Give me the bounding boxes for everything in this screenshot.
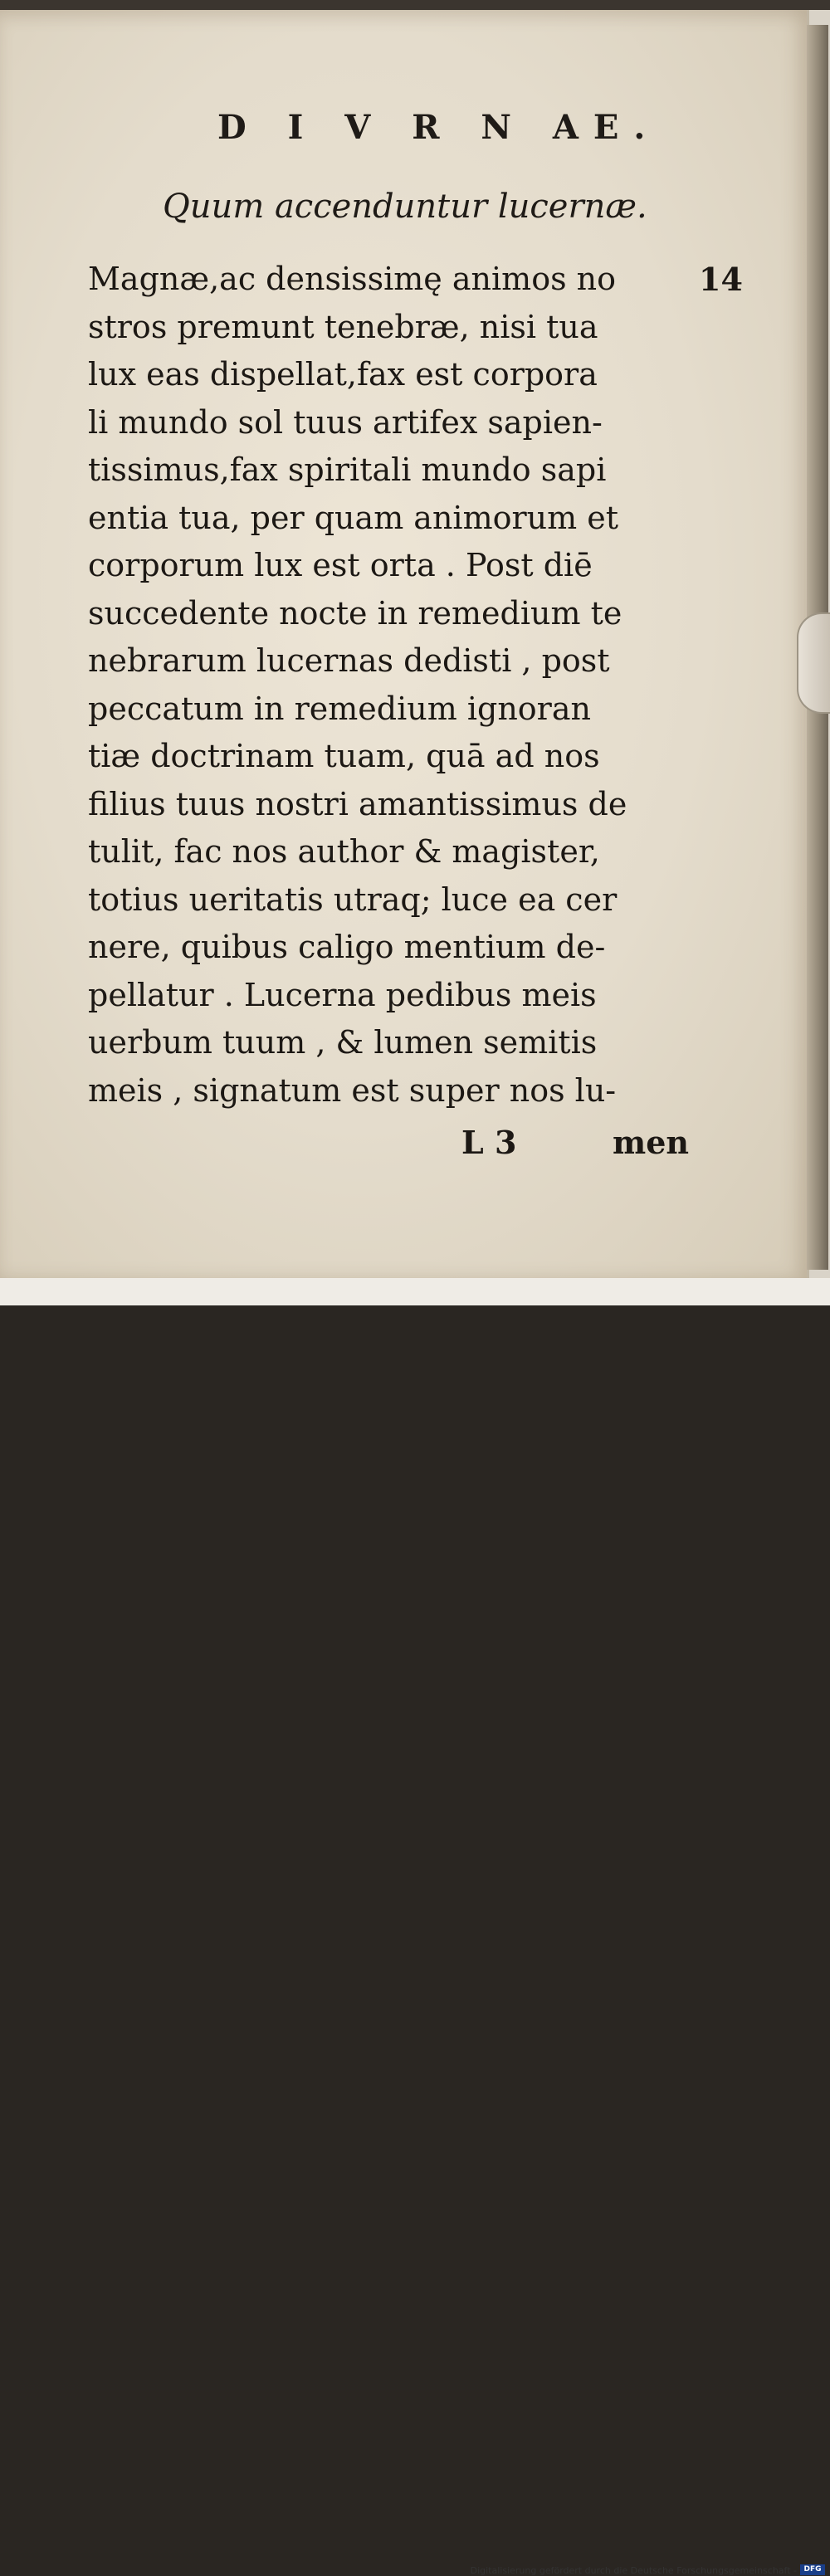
text-line: tulit, fac nos author & magister, [88,833,600,870]
running-head: D I V R N AE. [217,108,661,147]
text-line: totius ueritatis utraq; luce ea cer [88,881,618,918]
text-line: meis , signatum est super nos lu- [88,1071,617,1109]
text-line: Magnæ,ac densissimę animos no [88,261,616,297]
book-page [0,10,809,1278]
text-line: tissimus,fax spiritali mundo sapi [88,451,607,488]
text-line: nebrarum lucernas dedisti , post [88,642,610,679]
section-title: Quum accenduntur lucernæ. [163,188,647,226]
text-line: uerbum tuum , & lumen semitis [88,1024,598,1061]
dfg-logo-icon: DFG [800,2564,825,2575]
footer-credit: Digitalisierung gefördert durch die Deutsche Forschungsgemeinschaft - [470,2565,797,2576]
text-line: tiæ doctrinam tuam, quā ad nos [88,738,600,774]
text-line: lux eas dispellat,fax est corpora [88,356,598,393]
text-line: succedente nocte in remedium te [88,594,622,632]
catchword: men [613,1124,690,1161]
text-line: corporum lux est orta . Post diē [88,547,593,583]
text-line: nere, quibus caligo mentium de- [88,929,606,965]
footer-bar [0,1278,830,2576]
body-text [88,256,702,1115]
text-line: pellatur . Lucerna pedibus meis [88,976,597,1013]
text-line: li mundo sol tuus artifex sapien- [88,403,603,441]
scan-top-border [0,0,830,10]
book-clasp [797,612,830,714]
text-line: entia tua, per quam animorum et [88,499,619,536]
text-line: filius tuus nostri amantissimus de [88,785,627,822]
text-line: stros premunt tenebræ, nisi tua [88,308,598,345]
signature-mark: L 3 [461,1124,517,1161]
text-line: peccatum in remedium ignoran [88,690,591,727]
margin-number: 14 [699,261,743,298]
